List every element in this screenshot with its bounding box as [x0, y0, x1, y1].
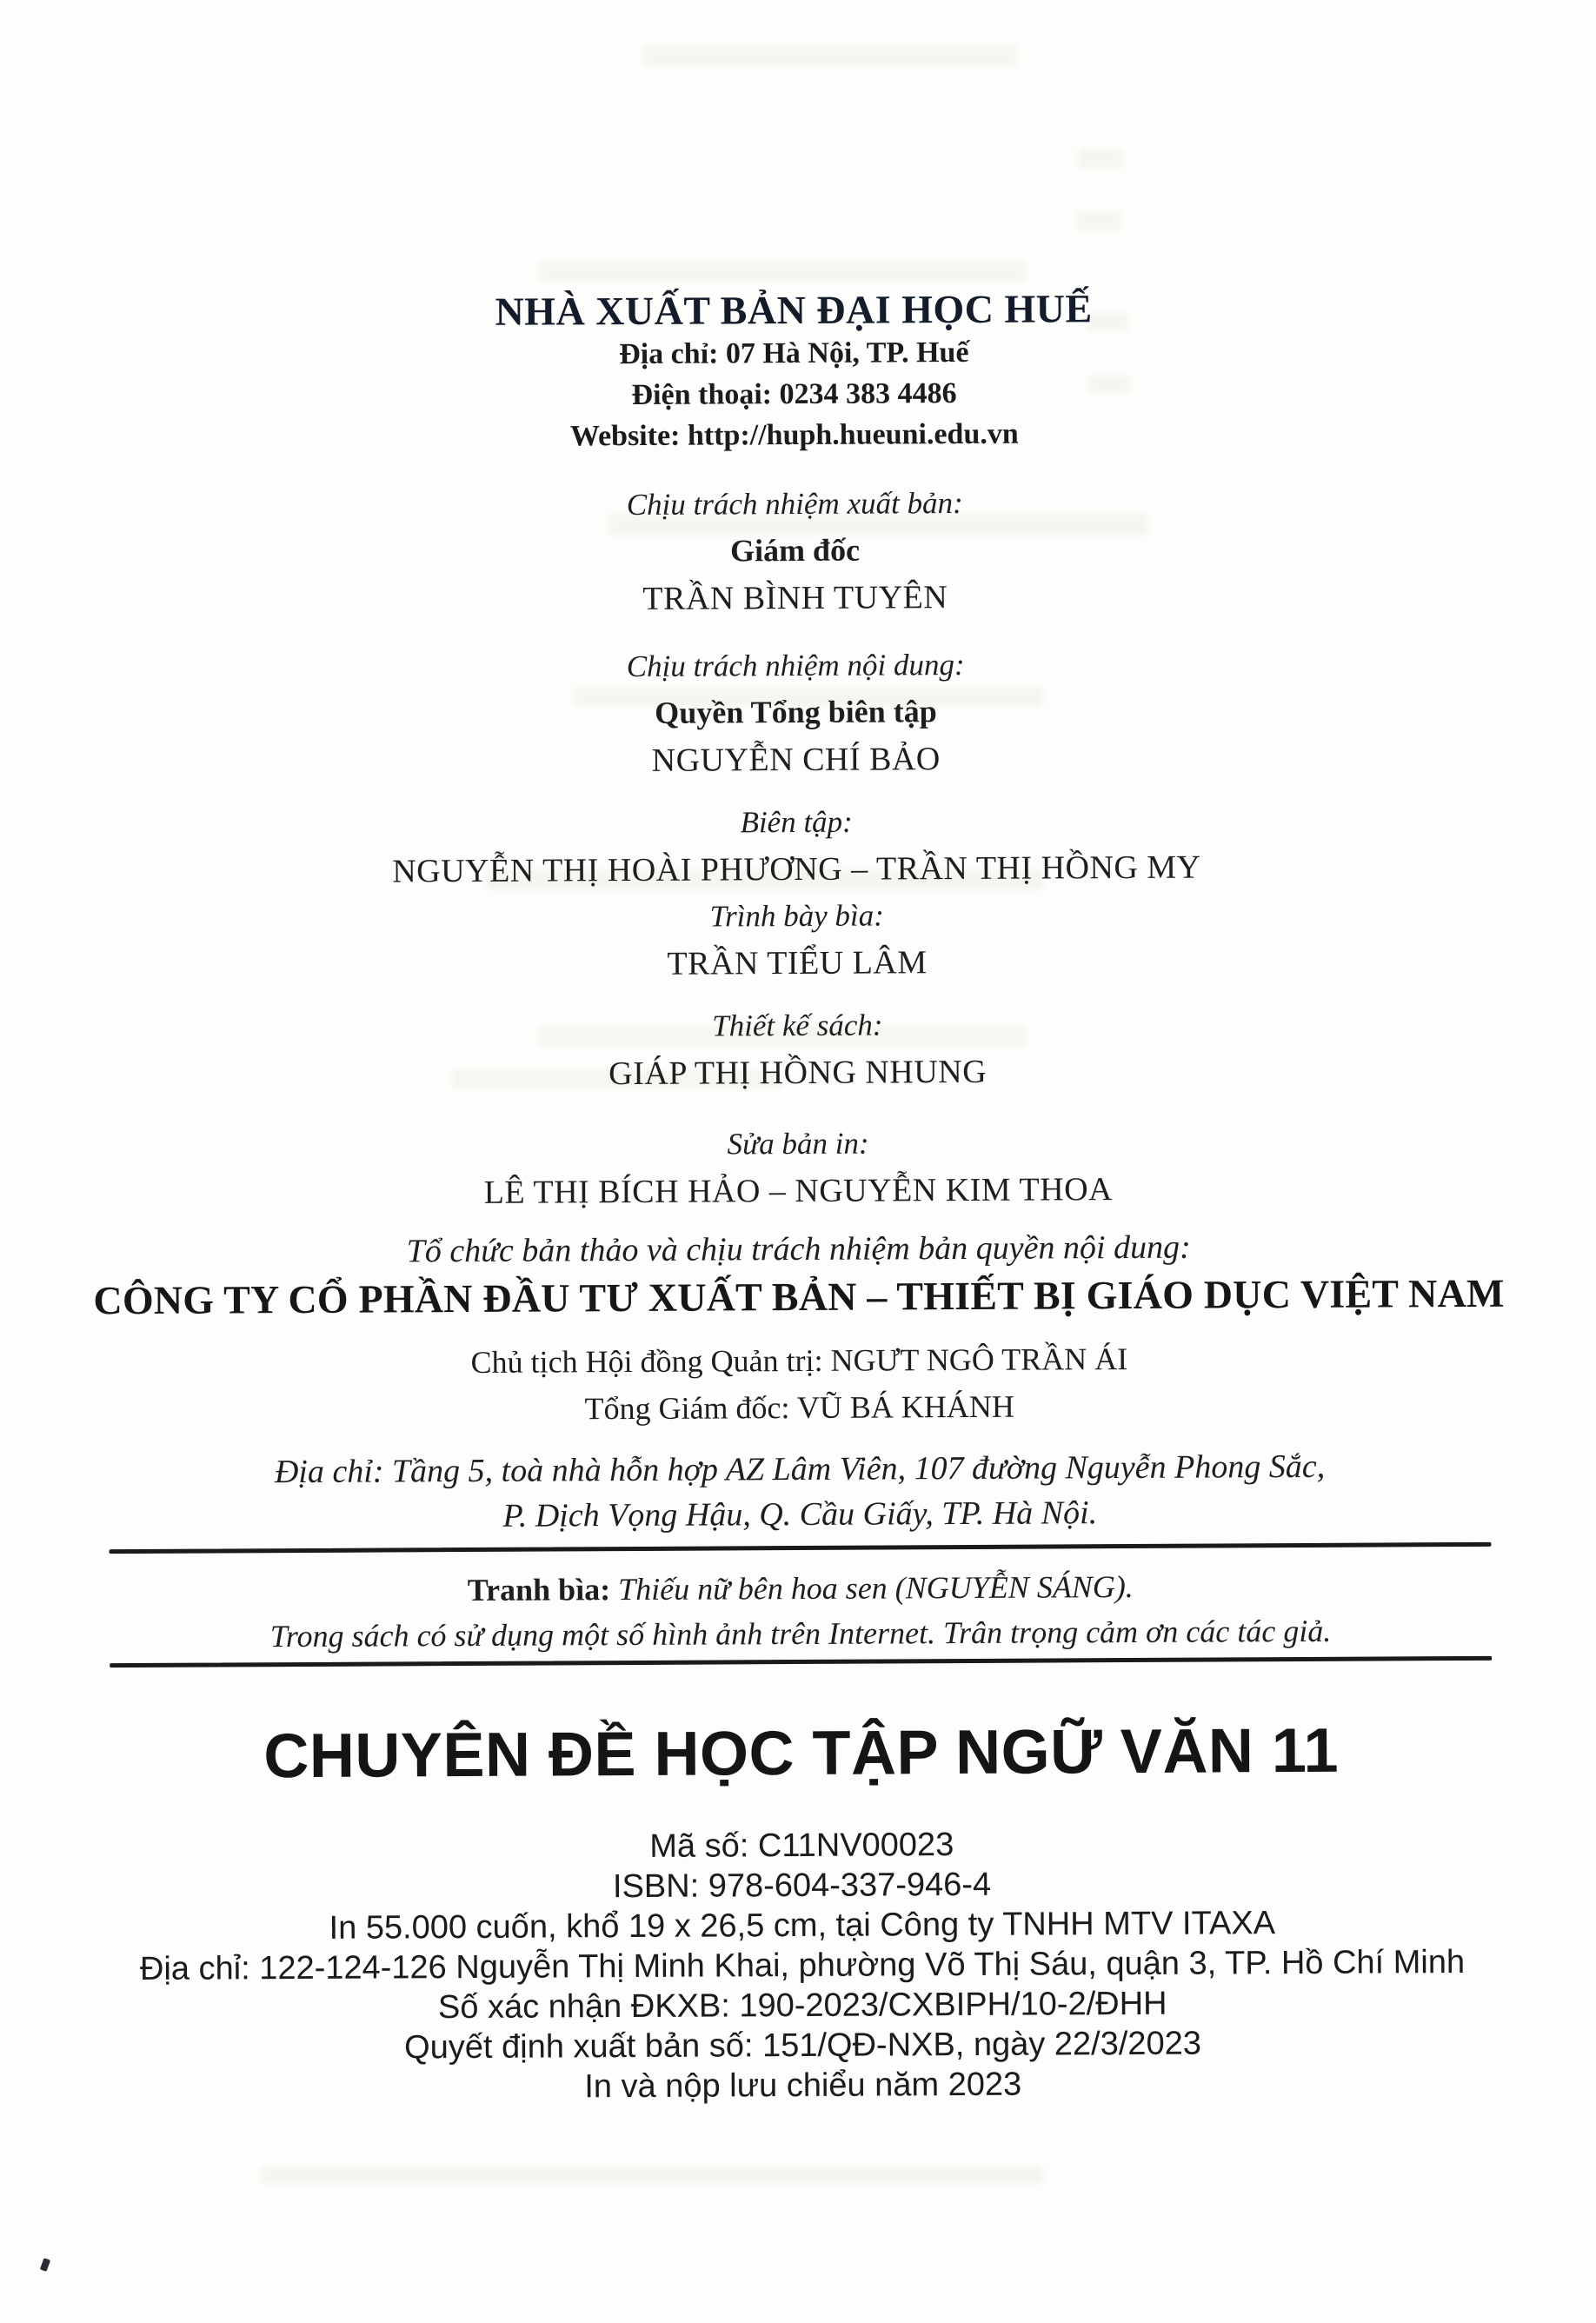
bleed-through-artifact — [261, 2165, 1043, 2184]
divider-top — [110, 1542, 1492, 1554]
image-credit-disclaimer: Trong sách có sử dụng một số hình ảnh trên Internet. Trân trọng cảm ơn các tác giả. — [269, 1613, 1332, 1654]
credit-name-book-design: GIÁP THỊ HỒNG NHUNG — [608, 1053, 988, 1093]
credit-role-publishing: Giám đốc — [729, 532, 861, 569]
credit-label-content: Chịu trách nhiệm nội dung: — [626, 647, 965, 684]
publisher-address: Địa chỉ: 07 Hà Nội, TP. Huế — [619, 336, 969, 371]
organizer-ceo: Tổng Giám đốc: VŨ BÁ KHÁNH — [584, 1388, 1014, 1427]
credit-label-proofreading: Sửa bản in: — [727, 1126, 869, 1162]
cover-art-line — [3, 1561, 1596, 1615]
cover-art-label: Tranh bìa: — [467, 1572, 611, 1607]
book-isbn: ISBN: 978-604-337-946-4 — [612, 1866, 992, 1906]
book-title: CHUYÊN ĐỀ HỌC TẬP NGỮ VĂN 11 — [263, 1715, 1340, 1792]
publisher-name: NHÀ XUẤT BẢN ĐẠI HỌC HUẾ — [495, 286, 1093, 334]
credit-name-content: NGUYỄN CHÍ BẢO — [651, 741, 941, 779]
ink-speck — [40, 2258, 50, 2272]
printer-address: Địa chỉ: 122-124-126 Nguyễn Thị Minh Khai, phường Võ Thị Sáu, quận 3, TP. Hồ Chí Minh — [139, 1943, 1466, 1987]
registration-number: Số xác nhận ĐKXB: 190-2023/CXBIPH/10-2/ĐHH — [437, 1985, 1167, 2027]
print-metadata — [3, 1821, 1596, 2110]
organizer-label: Tổ chức bản thảo và chịu trách nhiệm bản quyền nội dung: — [406, 1228, 1191, 1270]
book-code: Mã số: C11NV00023 — [649, 1827, 954, 1865]
organizer-chairman: Chủ tịch Hội đồng Quản trị: NGƯT NGÔ TRẦN ÁI — [470, 1341, 1128, 1380]
credit-label-editors: Biên tập: — [740, 804, 853, 840]
organizer-company-name: CÔNG TY CỔ PHẦN ĐẦU TƯ XUẤT BẢN – THIẾT BỊ GIÁO DỤC VIỆT NAM — [93, 1270, 1505, 1323]
print-run: In 55.000 cuốn, khổ 19 x 26,5 cm, tại Công ty TNHH MTV ITAXA — [329, 1905, 1276, 1947]
publisher-website: Website: http://huph.hueuni.edu.vn — [569, 417, 1019, 453]
publisher-phone: Điện thoại: 0234 383 4486 — [631, 377, 957, 411]
legal-deposit: In và nộp lưu chiểu năm 2023 — [584, 2066, 1022, 2106]
organizer-address-line1: Địa chỉ: Tầng 5, toà nhà hỗn hợp AZ Lâm Viên, 107 đường Nguyễn Phong Sắc, — [274, 1448, 1326, 1491]
credit-role-content: Quyền Tổng biên tập — [655, 694, 937, 730]
credit-name-cover-layout: TRẦN TIỂU LÂM — [667, 944, 928, 982]
credit-name-proofreading: LÊ THỊ BÍCH HẢO – NGUYỄN KIM THOA — [483, 1171, 1114, 1211]
cover-art-title: Thiếu nữ bên hoa sen (NGUYỄN SÁNG). — [618, 1568, 1134, 1607]
credit-label-book-design: Thiết kế sách: — [712, 1008, 883, 1043]
organizer-address-line2: P. Dịch Vọng Hậu, Q. Cầu Giấy, TP. Hà Nội. — [502, 1494, 1098, 1534]
publishing-decision: Quyết định xuất bản số: 151/QĐ-NXB, ngày 22/3/2023 — [404, 2025, 1202, 2067]
credit-label-cover-layout: Trình bày bìa: — [709, 898, 884, 934]
credit-label-publishing: Chịu trách nhiệm xuất bản: — [626, 485, 963, 523]
credit-name-publishing: TRẦN BÌNH TUYÊN — [642, 579, 948, 617]
credit-name-editors: NGUYỄN THỊ HOÀI PHƯƠNG – TRẦN THỊ HỒNG MY — [392, 849, 1201, 890]
